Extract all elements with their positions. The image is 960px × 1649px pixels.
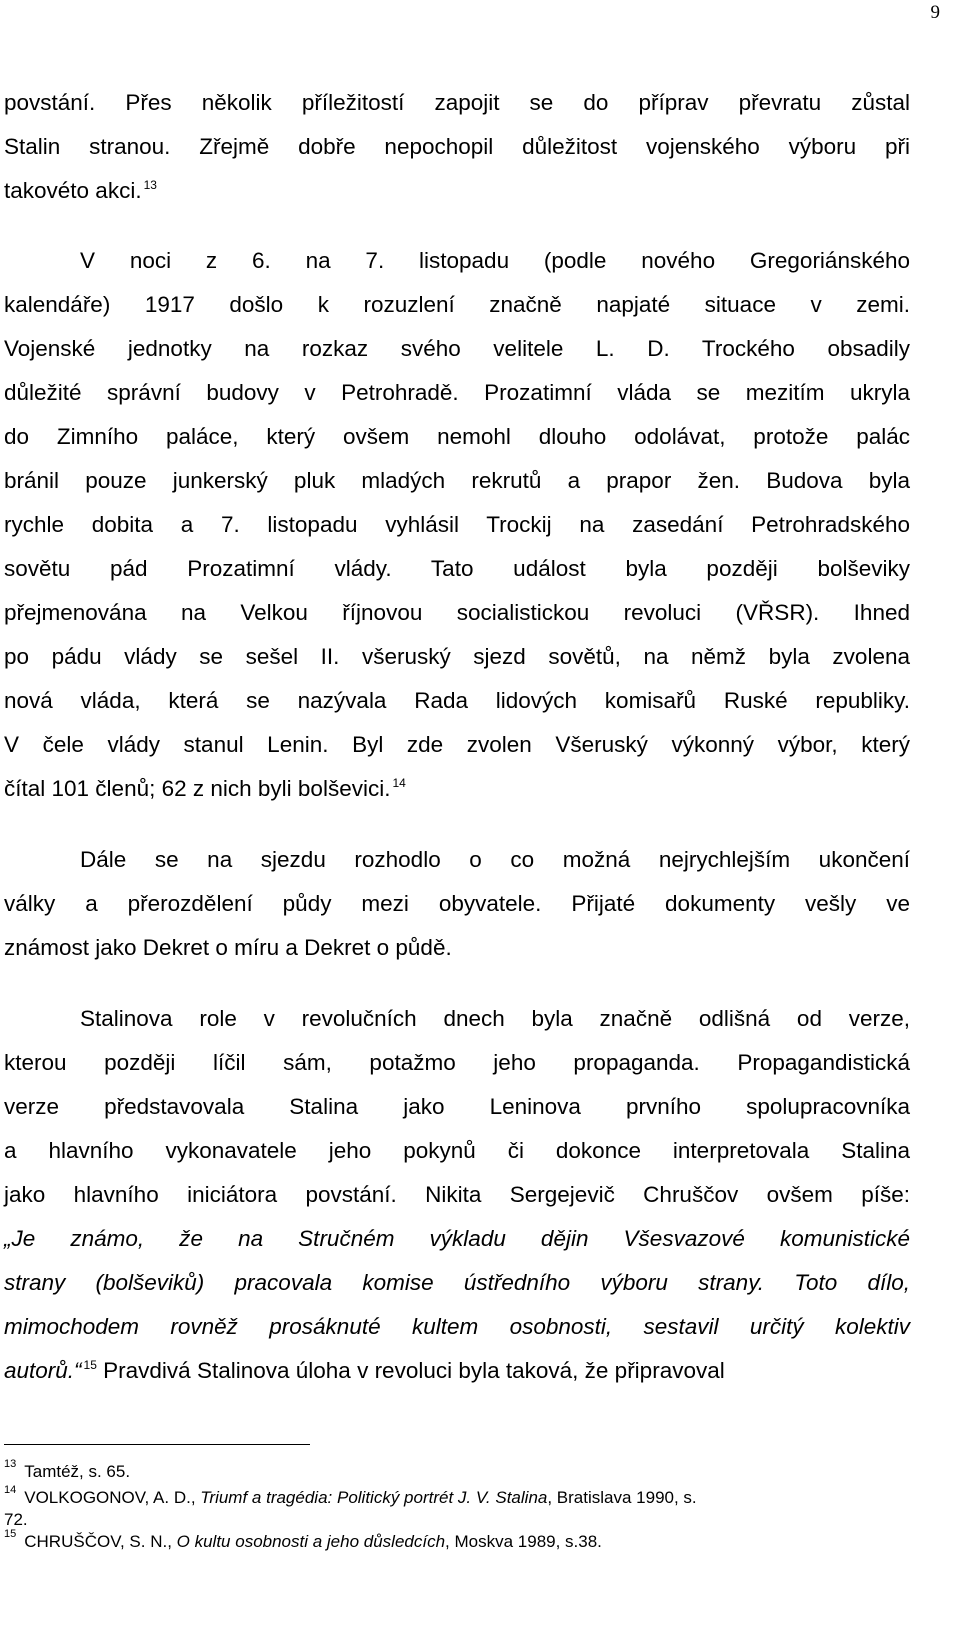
quote-line: strany (bolševiků) pracovala komise ústředního výboru strany. Toto dílo, [4,1270,910,1295]
text-line: povstání. Přes několik příležitostí zapojit se do příprav převratu zůstal [4,90,910,115]
text-line: verze představovala Stalina jako Leninova prvního spolupracovníka [4,1094,910,1119]
footnote-ref: 15 [83,1358,97,1372]
footnote-ref: 14 [392,776,406,790]
quote-end: autorů.“ [4,1358,82,1383]
text-line: do Zimního paláce, který ovšem nemohl dlouho odolávat, protože palác [4,424,910,449]
text-line: Vojenské jednotky na rozkaz svého velitele L. D. Trockého obsadily [4,336,910,361]
text-line: důležité správní budovy v Petrohradě. Prozatimní vláda se mezitím ukryla [4,380,910,405]
text-line: Dále se na sjezdu rozhodlo o co možná nejrychlejším ukončení [80,847,910,872]
text-line: rychle dobita a 7. listopadu vyhlásil Trockij na zasedání Petrohradského [4,512,910,537]
footnote-13: $^{13}$ Tamtéž, s. 65. [4,1458,131,1481]
text-line: přejmenována na Velkou říjnovou socialistickou revoluci (VŘSR). Ihned [4,600,910,625]
quote-line: „Je známo, že na Stručném výkladu dějin Všesvazové komunistické [4,1226,910,1251]
text-line: čítal 101 členů; 62 z nich byli bolševici. $^{14}$ [4,776,406,801]
text-line: takovéto akci. $^{13}$ [4,178,157,203]
footnote-14: $^{14}$ VOLKOGONOV, A. D., Triumf a tragédia: Politický portrét J. V. Stalina, Bratislava 1990, s. [4,1484,697,1507]
page-number: 9 [930,2,940,23]
text-line: kalendáře) 1917 došlo k rozuzlení značně napjaté situace v zemi. [4,292,910,317]
text-line: po pádu vlády se sešel II. všeruský sjezd sovětů, na němž byla zvolena [4,644,910,669]
text-line: známost jako Dekret o míru a Dekret o půdě. [4,935,452,960]
text-line: nová vláda, která se nazývala Rada lidových komisařů Ruské republiky. [4,688,910,713]
text-line: V noci z 6. na 7. listopadu (podle nového Gregoriánského [80,248,910,273]
text-line: kterou později líčil sám, potažmo jeho propaganda. Propagandistická [4,1050,910,1075]
text-line: Stalinova role v revolučních dnech byla značně odlišná od verze, [80,1006,910,1031]
text-line: autorů.“ $^{15}$ Pravdivá Stalinova úloha v revoluci byla taková, že připravoval [4,1358,725,1383]
text-line: války a přerozdělení půdy mezi obyvatele. Přijaté dokumenty vešly ve [4,891,910,916]
text-line: sovětu pád Prozatimní vlády. Tato událost byla později bolševiky [4,556,910,581]
text-line: bránil pouze junkerský pluk mladých rekrutů a prapor žen. Budova byla [4,468,910,493]
text-line: jako hlavního iniciátora povstání. Nikita Sergejevič Chruščov ovšem píše: [4,1182,910,1207]
text-line: V čele vlády stanul Lenin. Byl zde zvolen Všeruský výkonný výbor, který [4,732,910,757]
footnote-ref: 13 [143,178,157,192]
footnote-separator [4,1444,310,1445]
text-line: Stalin stranou. Zřejmě dobře nepochopil důležitost vojenského výboru při [4,134,910,159]
footnote-15: $^{15}$ CHRUŠČOV, S. N., O kultu osobnosti a jeho důsledcích, Moskva 1989, s.38. [4,1528,602,1551]
footnote-14-continued: 72. [4,1510,28,1529]
quote-line: mimochodem rovněž prosáknuté kultem osobnosti, sestavil určitý kolektiv [4,1314,910,1339]
text-line: a hlavního vykonavatele jeho pokynů či dokonce interpretovala Stalina [4,1138,910,1163]
